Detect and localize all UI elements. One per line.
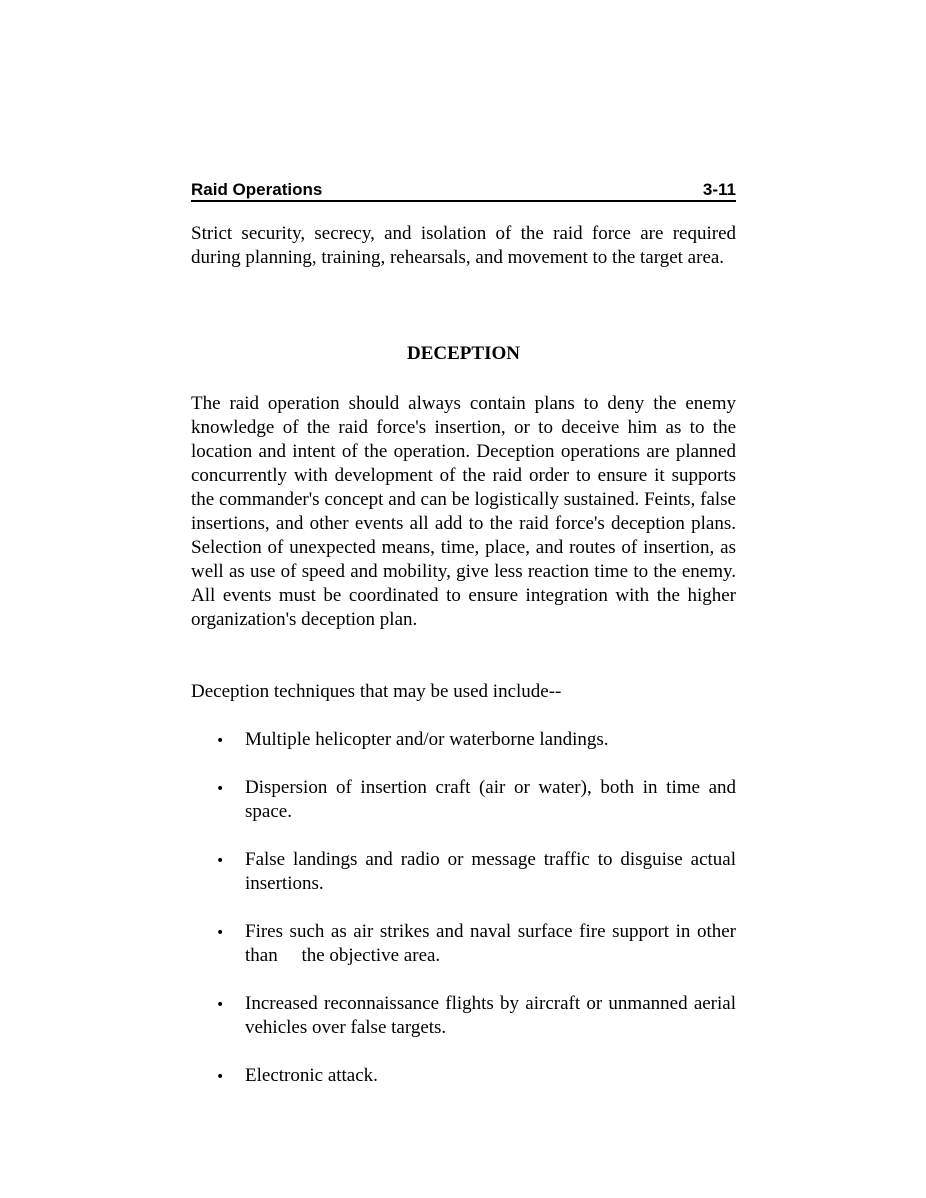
bullet-icon: • <box>216 997 225 1013</box>
bullet-icon: • <box>216 925 225 941</box>
list-item <box>191 920 741 968</box>
header-title: Raid Operations <box>191 180 323 199</box>
list-item-text: Fires such as air strikes and naval surface fire support in other than the objective area. <box>245 921 741 966</box>
list-item-text: Dispersion of insertion craft (air or water), both in time and space. <box>245 777 736 822</box>
bullet-icon: • <box>216 853 225 869</box>
list-item <box>191 728 736 752</box>
list-item-text: Multiple helicopter and/or waterborne landings. <box>245 729 609 750</box>
list-item <box>191 992 736 1040</box>
list-item <box>191 848 736 896</box>
running-header <box>191 180 736 202</box>
bullet-icon: • <box>216 781 225 797</box>
section-heading: DECEPTION <box>407 343 520 364</box>
list-item <box>191 776 736 824</box>
page-number: 3-11 <box>702 180 736 199</box>
list-item-text: False landings and radio or message traffic to disguise actual insertions. <box>245 849 736 894</box>
list-item-text: Increased reconnaissance flights by aircraft or unmanned aerial vehicles over false targets. <box>245 993 736 1038</box>
bullet-icon: • <box>216 1069 225 1085</box>
deception-paragraph: The raid operation should always contain plans to deny the enemy knowledge of the raid force's insertion, or to deceive him as to the location and intent of the operation. Deception operations are planned concurrently with development of the raid order to ensure it supports the commander's concept and can be logistically sustained. Feints, false insertions, and other events all add to the raid force's deception plans. Selection of unexpected means, time, place, and routes of insertion, as well as use of speed and mobility, give less reaction time to the enemy. All events must be coordinated to ensure integration with the higher organization's deception plan. <box>191 393 736 630</box>
list-item <box>191 1064 736 1088</box>
intro-paragraph: Strict security, secrecy, and isolation of the raid force are required during planning, training, rehearsals, and movement to the target area. <box>191 223 736 268</box>
bullet-icon: • <box>216 733 225 749</box>
list-item-text: Electronic attack. <box>245 1065 378 1086</box>
techniques-intro: Deception techniques that may be used include-- <box>191 681 562 702</box>
techniques-list <box>191 728 741 1112</box>
